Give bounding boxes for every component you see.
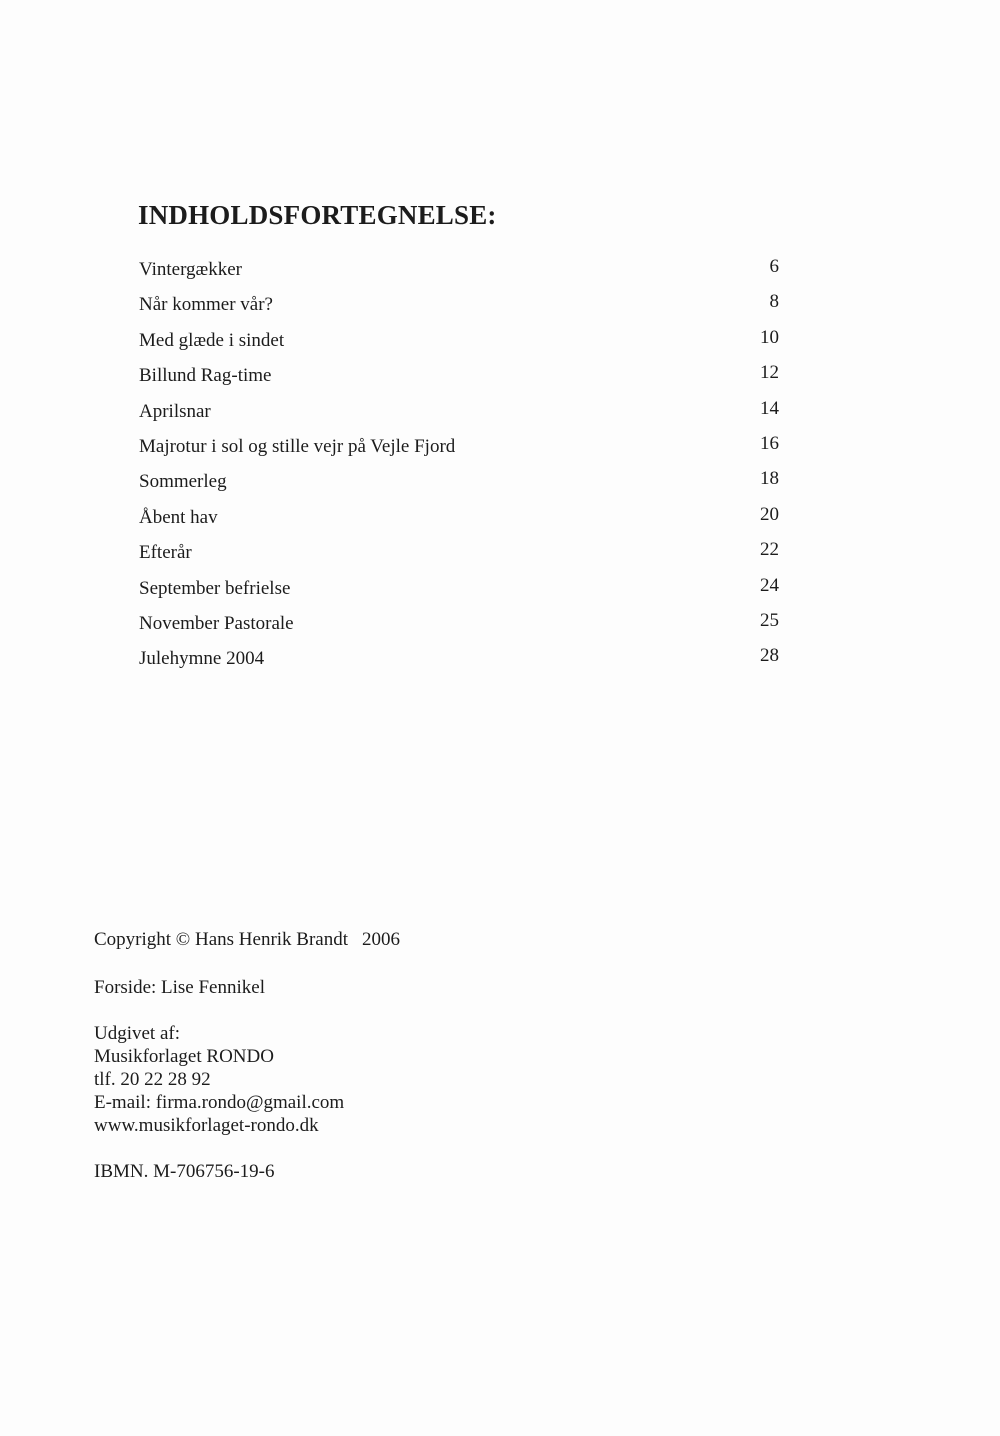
toc-entry-title: Majrotur i sol og stille vejr på Vejle Fjord bbox=[139, 435, 456, 457]
published-by-label: Udgivet af: bbox=[94, 1023, 181, 1044]
table-of-contents bbox=[138, 252, 783, 677]
copyright-line bbox=[94, 928, 400, 951]
publisher-block bbox=[94, 1022, 400, 1137]
publisher-name: Musikforlaget RONDO bbox=[94, 1046, 274, 1067]
toc-entry-title: Med glæde i sindet bbox=[139, 329, 285, 351]
toc-entry bbox=[138, 571, 783, 606]
toc-entry bbox=[138, 500, 783, 535]
toc-entry bbox=[138, 429, 783, 464]
toc-entry bbox=[138, 358, 783, 393]
toc-entry-page: 6 bbox=[769, 256, 779, 277]
toc-entry-title: Efterår bbox=[139, 542, 192, 564]
toc-entry-page: 24 bbox=[760, 574, 779, 596]
toc-entry-page: 25 bbox=[760, 609, 779, 631]
toc-entry bbox=[138, 535, 783, 570]
toc-entry-title: September befrielse bbox=[139, 577, 291, 599]
toc-entry-page: 16 bbox=[760, 432, 779, 454]
toc-entry-page: 28 bbox=[760, 645, 779, 667]
page-title: INDHOLDSFORTEGNELSE: bbox=[138, 200, 497, 230]
publisher-phone: tlf. 20 22 28 92 bbox=[94, 1069, 211, 1090]
toc-entry bbox=[138, 252, 783, 287]
toc-entry bbox=[138, 394, 783, 429]
toc-entry-page: 8 bbox=[769, 291, 779, 313]
toc-entry bbox=[138, 464, 783, 499]
toc-entry-title: Billund Rag-time bbox=[139, 365, 272, 387]
toc-entry bbox=[138, 287, 783, 322]
toc-entry-page: 14 bbox=[760, 397, 779, 419]
toc-entry bbox=[138, 323, 783, 358]
toc-entry bbox=[138, 641, 783, 676]
toc-entry-page: 12 bbox=[760, 362, 779, 384]
copyright-text: Copyright © Hans Henrik Brandt bbox=[94, 929, 349, 950]
toc-entry bbox=[138, 606, 783, 641]
toc-entry-title: Aprilsnar bbox=[139, 400, 211, 422]
toc-entry-title: Åbent hav bbox=[139, 506, 218, 528]
toc-entry-title: Når kommer vår? bbox=[139, 294, 273, 316]
toc-entry-title: November Pastorale bbox=[139, 612, 294, 634]
copyright-year: 2006 bbox=[362, 929, 401, 950]
cover-credit: Forside: Lise Fennikel bbox=[94, 977, 265, 998]
toc-entry-page: 22 bbox=[760, 539, 779, 561]
toc-entry-title: Julehymne 2004 bbox=[139, 648, 265, 670]
toc-entry-page: 18 bbox=[760, 468, 779, 490]
publisher-email: E-mail: firma.rondo@gmail.com bbox=[94, 1092, 345, 1113]
toc-entry-page: 20 bbox=[760, 503, 779, 525]
toc-entry-title: Sommerleg bbox=[139, 471, 227, 493]
ibmn-number: IBMN. M-706756-19-6 bbox=[94, 1161, 275, 1182]
toc-entry-page: 10 bbox=[760, 326, 779, 348]
toc-entry-title: Vintergækker bbox=[139, 259, 242, 280]
colophon bbox=[94, 928, 400, 1183]
publisher-website: www.musikforlaget-rondo.dk bbox=[94, 1115, 319, 1136]
